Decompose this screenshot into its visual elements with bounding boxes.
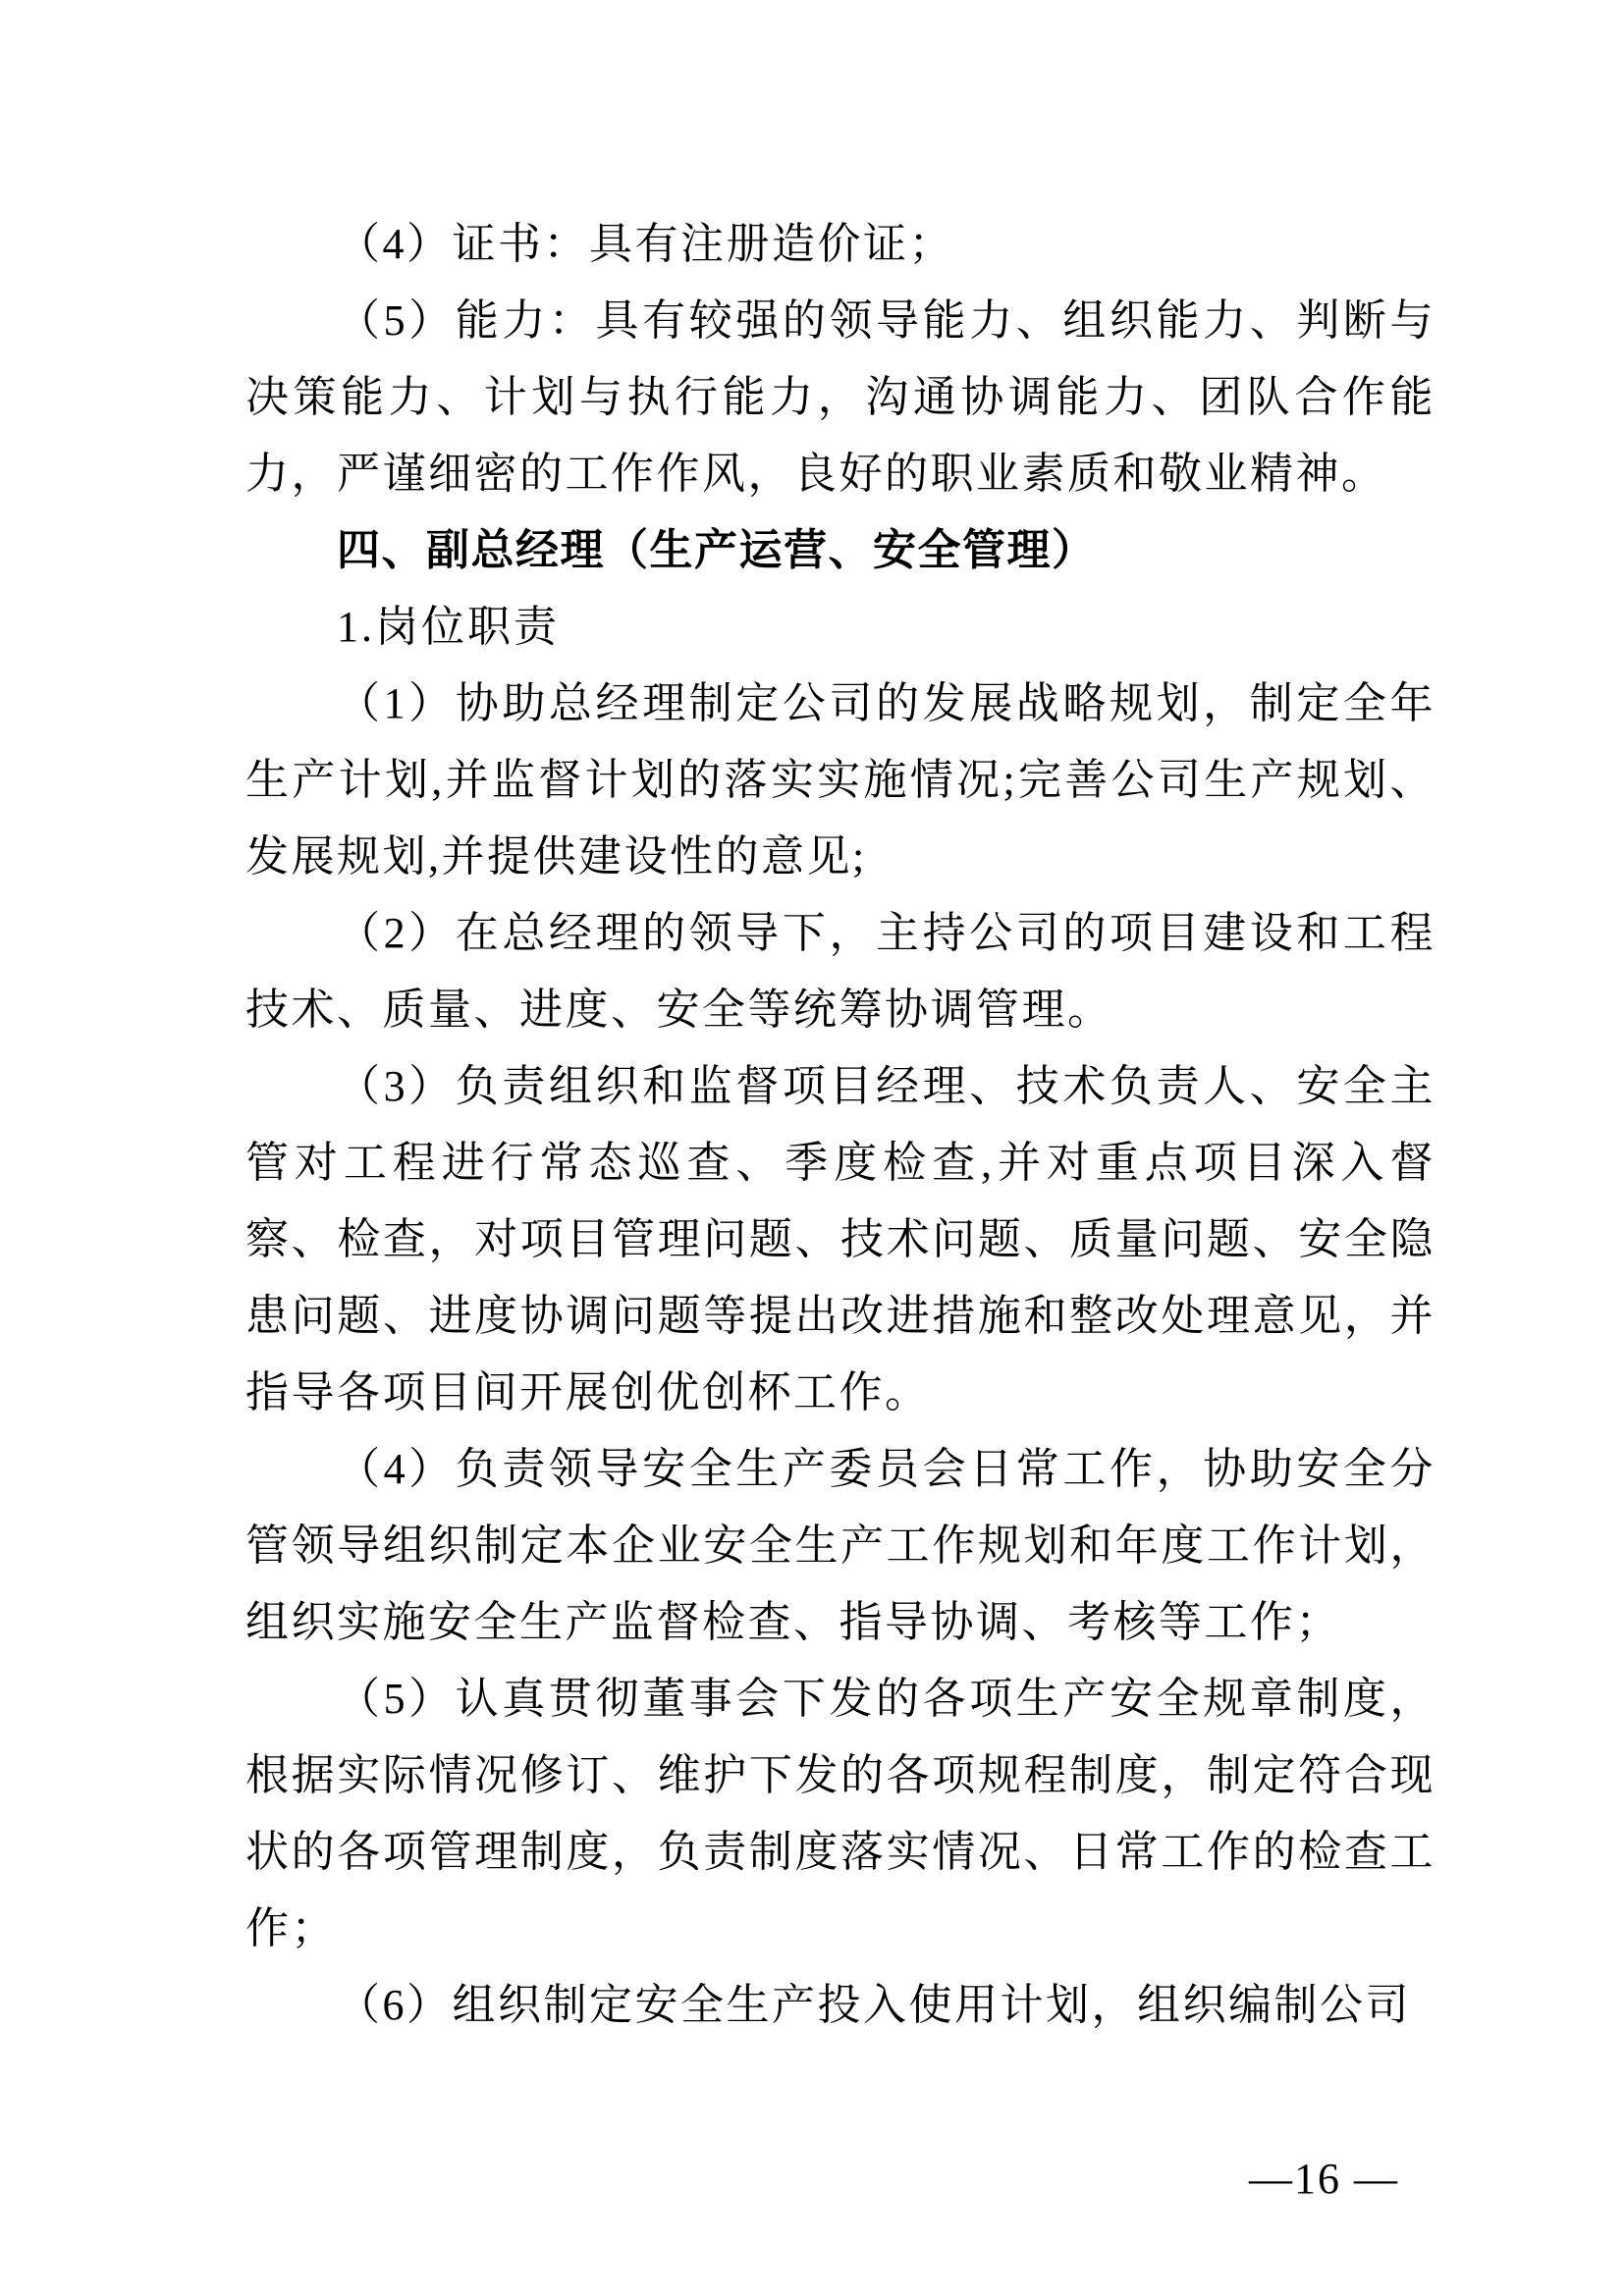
- subsection-heading: 1.岗位职责: [337, 603, 560, 651]
- body-paragraph: （3）负责组织和监督项目经理、技术负责人、安全主管对工程进行常态巡查、季度检查,并对重点项目深入督察、检查，对项目管理问题、技术问题、质量问题、安全隐患问题、进度协调问题等提出改进措施和整改处理意见，并指导各项目间开展创优创杯工作。: [245, 1062, 1435, 1416]
- body-paragraph: （5）认真贯彻董事会下发的各项生产安全规章制度，根据实际情况修订、维护下发的各项规程制度，制定符合现状的各项管理制度，负责制度落实情况、日常工作的检查工作；: [245, 1675, 1435, 1952]
- body-paragraph: （4）负责领导安全生产委员会日常工作，协助安全分管领导组织制定本企业安全生产工作规划和年度工作计划，组织实施安全生产监督检查、指导协调、考核等工作；: [245, 1445, 1435, 1646]
- section-heading: 四、副总经理（生产运营、安全管理）: [337, 526, 1097, 574]
- body-paragraph: （1）协助总经理制定公司的发展战略规划，制定全年生产计划,并监督计划的落实实施情况;完善公司生产规划、发展规划,并提供建设性的意见;: [245, 679, 1435, 881]
- body-paragraph: （4）证书：具有注册造价证；: [337, 220, 954, 268]
- document-body: [245, 206, 1435, 2044]
- page-number: —16 —: [1249, 2155, 1399, 2203]
- body-paragraph: （2）在总经理的领导下，主持公司的项目建设和工程技术、质量、进度、安全等统筹协调管理。: [245, 909, 1435, 1034]
- body-paragraph: （6）组织制定安全生产投入使用计划，组织编制公司: [337, 1981, 1411, 2029]
- body-paragraph: （5）能力：具有较强的领导能力、组织能力、判断与决策能力、计划与执行能力，沟通协调能力、团队合作能力，严谨细密的工作作风，良好的职业素质和敬业精神。: [245, 296, 1435, 498]
